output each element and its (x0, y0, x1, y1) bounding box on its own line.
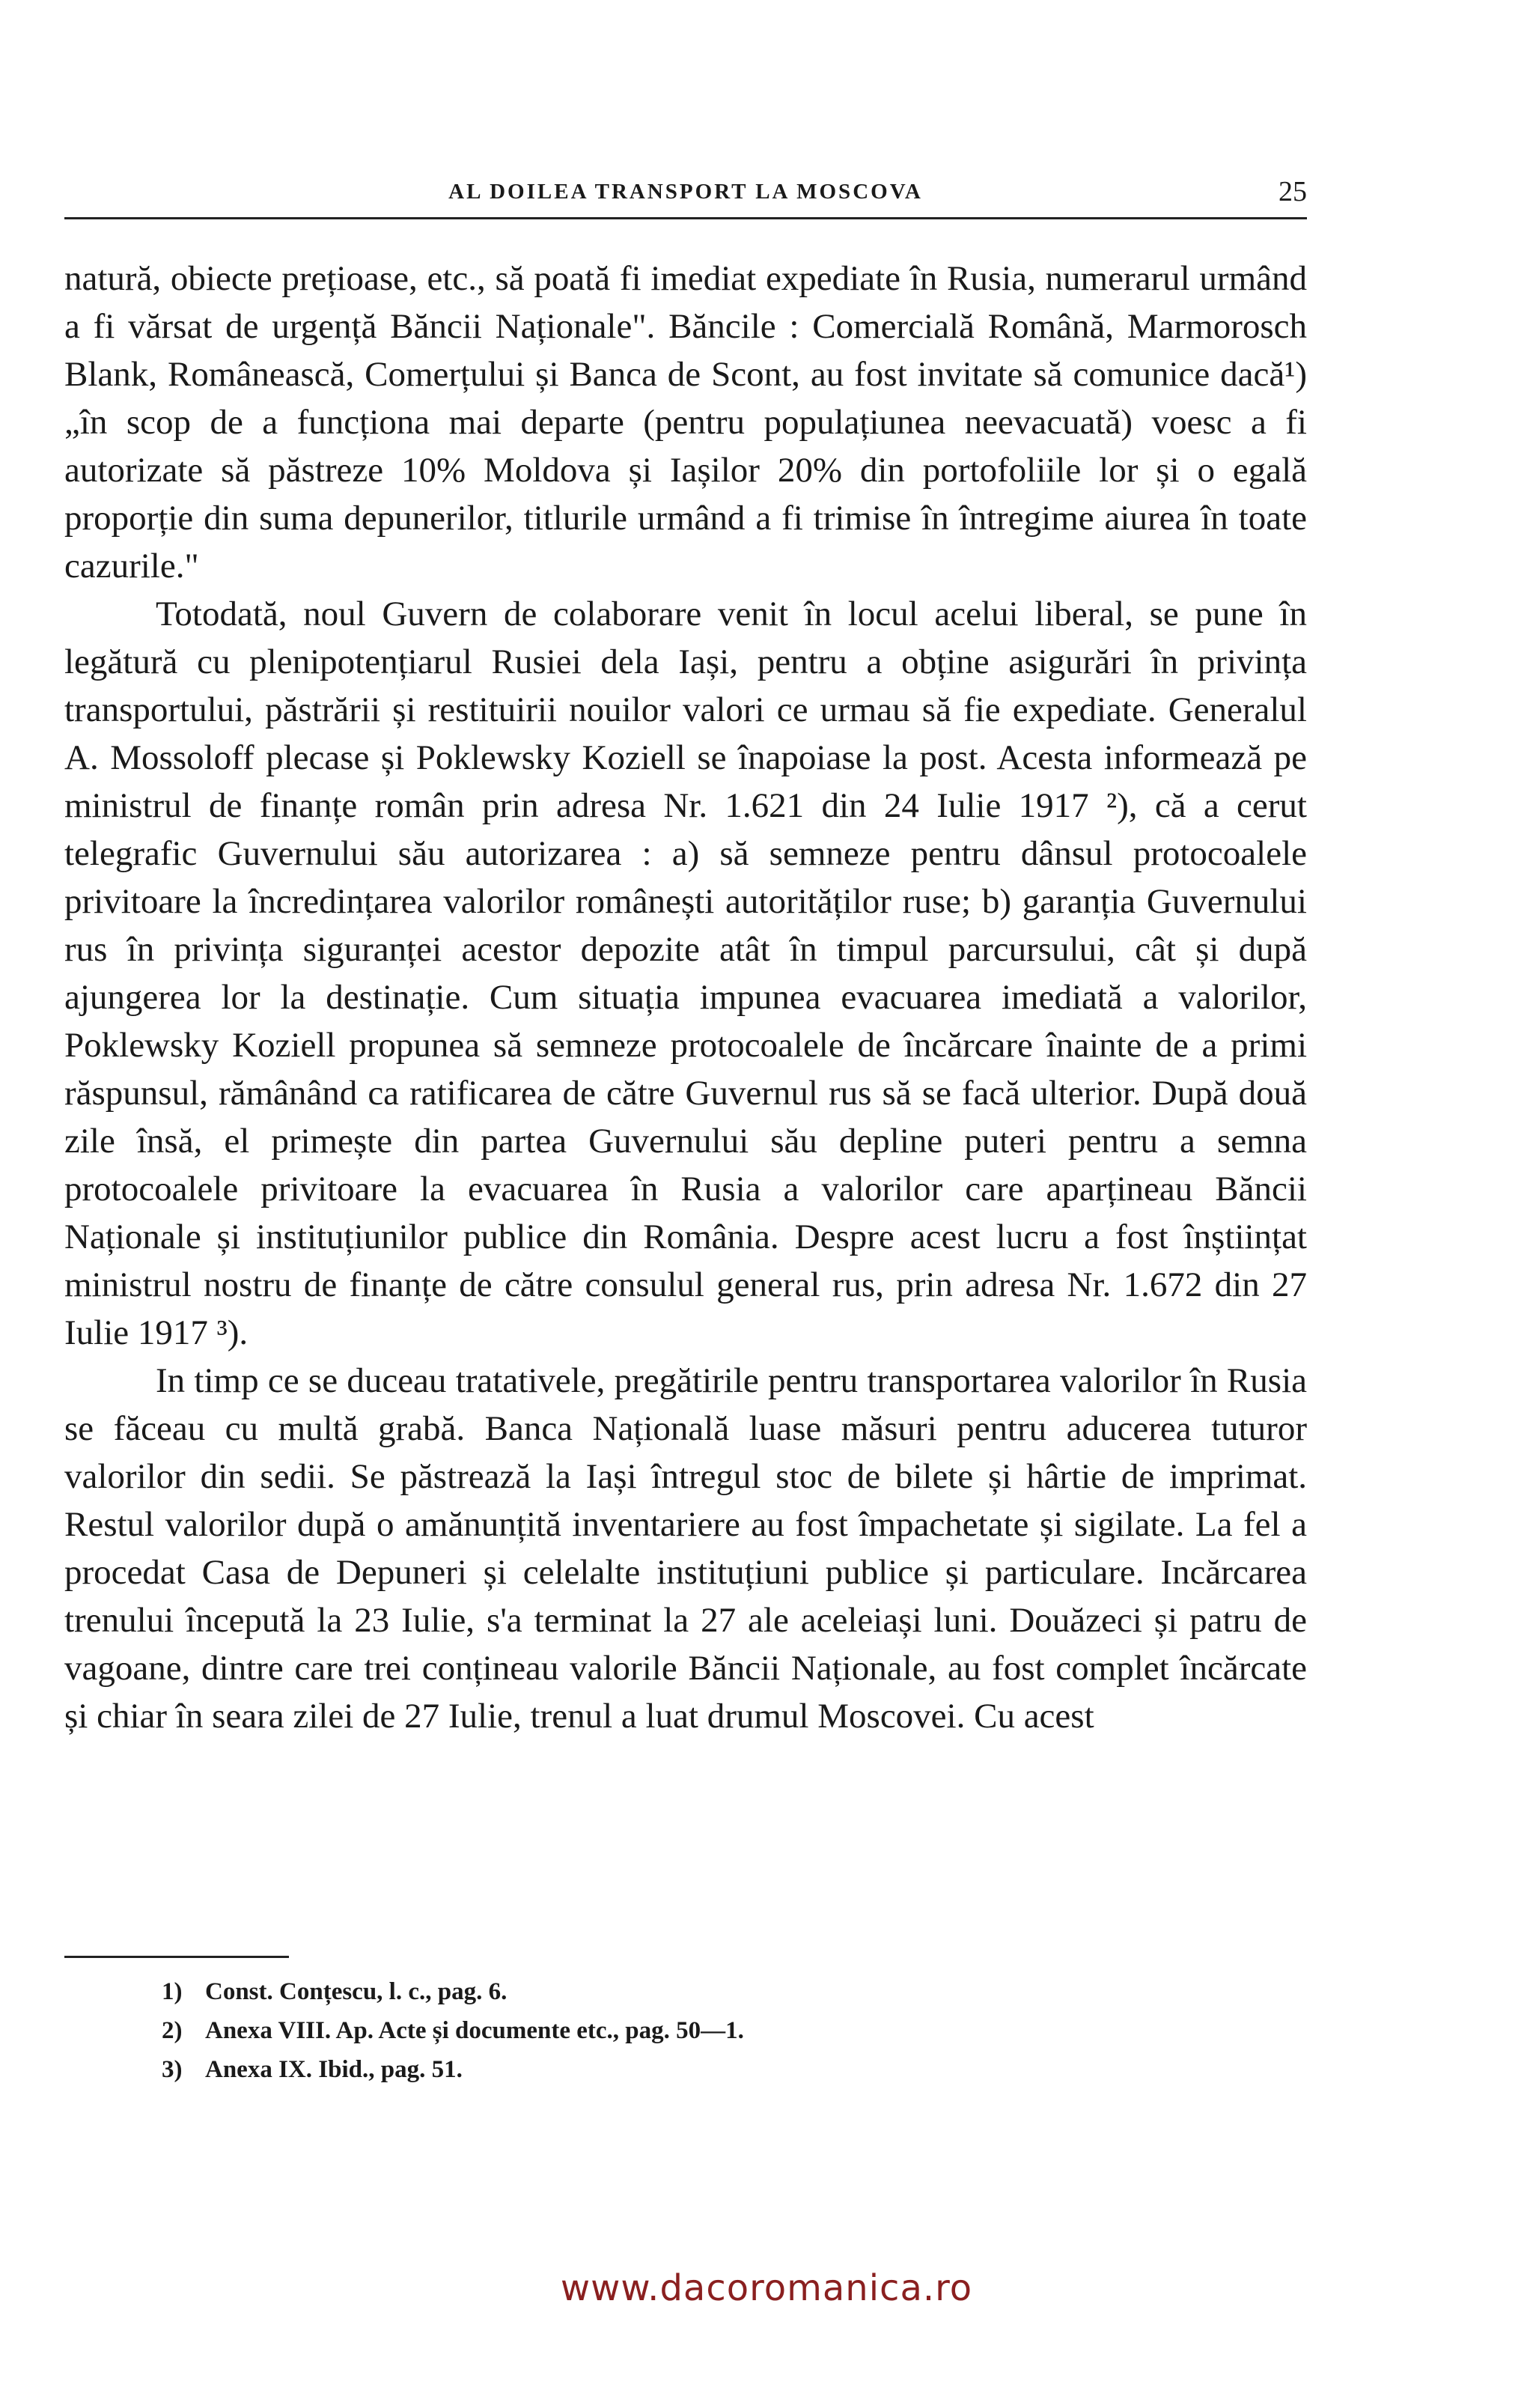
body-text (64, 255, 1307, 1740)
footnote-rule (64, 1956, 289, 1958)
paragraph: Totodată, noul Guvern de colaborare venit în locul acelui liberal, se pune în legătură cu plenipotențiarul Rusiei dela Iași, pentru a obține asigurări în privința transportului, păstrării și restituirii nouilor valori ce urmau să fie expediate. Generalul A. Mossoloff plecase și Poklewsky Koziell se înapoiase la post. Acesta informează pe ministrul de finanțe român prin adresa Nr. 1.621 din 24 Iulie 1917 ²), că a cerut telegrafic Guvernului său autorizarea : a) să semneze pentru dânsul protocoalele privitoare la încredințarea valorilor românești autorităților ruse; b) garanția Guvernului rus în privința siguranței acestor depozite atât în timpul parcursului, cât și după ajungerea lor la destinație. Cum situația impunea evacuarea imediată a valorilor, Poklewsky Koziell propunea să semneze protocoalele de încărcare înainte de a primi răspunsul, rămânând ca ratificarea de către Guvernul rus să se facă ulterior. După două zile însă, el primește din partea Guvernului său depline puteri pentru a semna protocoalele privitoare la evacuarea în Rusia a valorilor care aparțineau Băncii Naționale și instituțiunilor publice din România. Despre acest lucru a fost înștiințat ministrul nostru de finanțe de către consulul general rus, prin adresa Nr. 1.672 din 27 Iulie 1917 ³). (64, 595, 1307, 1352)
footnotes (162, 1972, 1284, 2089)
footnote-number: 1) (162, 1978, 183, 2005)
footnote (162, 1972, 1284, 2011)
footnote-number: 3) (162, 2056, 183, 2083)
footnote-number: 2) (162, 2017, 183, 2044)
running-header (64, 169, 1307, 214)
footnote-text: Anexa IX. Ibid., pag. 51. (205, 2056, 463, 2083)
footnote (162, 2050, 1284, 2089)
header-rule (64, 217, 1307, 219)
footnote-text: Const. Conțescu, l. c., pag. 6. (205, 1978, 508, 2005)
book-page (64, 0, 1307, 2408)
paragraph-continued: natură, obiecte prețioase, etc., să poată fi imediat expediate în Rusia, numerarul urmând a fi vărsat de urgență Băncii Naționale". Băncile : Comercială Română, Marmorosch Blank, Românească, Comerțului și Banca de Scont, au fost invitate să comunice dacă¹) „în scop de a funcționa mai departe (pentru populațiunea neevacuată) voesc a fi autorizate să păstreze 10% Moldova și Iașilor 20% din portofoliile lor și o egală proporție din suma depunerilor, titlurile urmând a fi trimise în întregime aiurea în toate cazurile." (64, 259, 1307, 586)
footnote-text: Anexa VIII. Ap. Acte și documente etc., pag. 50—1. (205, 2017, 744, 2044)
running-title: AL DOILEA TRANSPORT LA MOSCOVA (448, 180, 923, 204)
watermark-url: www.dacoromanica.ro (560, 2267, 973, 2309)
footnote (162, 2011, 1284, 2050)
page-number: 25 (1278, 176, 1307, 207)
paragraph: In timp ce se duceau tratativele, pregătirile pentru transportarea valorilor în Rusia se făceau cu multă grabă. Banca Națională luase măsuri pentru aducerea tuturor valorilor din sedii. Se păstrează la Iași întregul stoc de bilete și hârtie de imprimat. Restul valorilor după o amănunțită inventariere au fost împachetate și sigilate. La fel a procedat Casa de Depuneri și celelalte instituțiuni publice și particulare. Incărcarea trenului începută la 23 Iulie, s'a terminat la 27 ale aceleiași luni. Douăzeci și patru de vagoane, dintre care trei conțineau valorile Băncii Naționale, au fost complet încărcate și chiar în seara zilei de 27 Iulie, trenul a luat drumul Moscovei. Cu acest (64, 1361, 1307, 1736)
